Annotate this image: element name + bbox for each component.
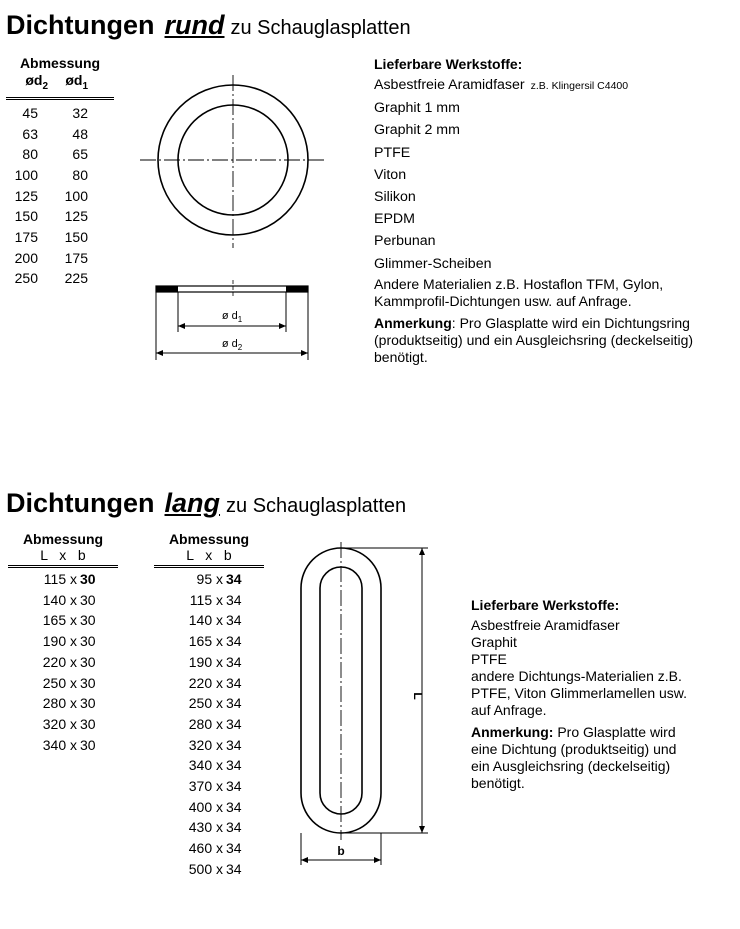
width-value: 34: [226, 819, 242, 836]
d1-value: 175: [64, 249, 88, 266]
diameter-d1-label: ø $d_1$: [221, 310, 243, 324]
table-row: [154, 817, 264, 838]
material-item: Silikon: [374, 189, 416, 206]
round-materials: [374, 54, 734, 366]
table-row: [6, 248, 114, 269]
table-row: [6, 124, 114, 145]
width-value: 30: [80, 571, 96, 587]
width-value: 30: [80, 591, 96, 608]
length-value: 500 x: [188, 860, 223, 877]
round-col-d1: $ød_1$: [65, 72, 88, 92]
table-row: [154, 569, 264, 590]
length-value: 370 x: [188, 778, 223, 795]
table-row: [154, 590, 264, 611]
length-value: 220 x: [188, 674, 223, 691]
length-value: 430 x: [188, 819, 223, 836]
round-cross-section: [156, 280, 308, 298]
width-value: 34: [226, 591, 242, 608]
table-row: [6, 103, 114, 124]
d2-value: 200: [14, 249, 38, 266]
table-row: [8, 714, 118, 735]
d2-value: 63: [22, 125, 38, 142]
table-row: [154, 693, 264, 714]
diameter-d2-label: ø $d_2$: [221, 338, 243, 352]
table-row: [154, 735, 264, 756]
length-L-label: L: [411, 692, 425, 700]
round-note: Anmerkung: Pro Glasplatte wird ein Dichtungsring (produktseitig) und ein Ausgleichsring (deckelseitig) benötigt.: [374, 314, 694, 365]
d1-value: 80: [72, 166, 88, 183]
long-note: Anmerkung: Pro Glasplatte wird eine Dichtung (produktseitig) und ein Ausgleichsring (deckelseitig) benötigt.: [471, 724, 677, 791]
table-row: [8, 631, 118, 652]
length-value: 95 x: [196, 571, 223, 587]
material-item: auf Anfrage.: [471, 702, 547, 718]
material-item: PTFE: [374, 144, 411, 161]
length-value: 220 x: [42, 653, 77, 670]
length-value: 460 x: [188, 840, 223, 857]
round-dim-header: Abmessung: [19, 55, 101, 71]
material-item: EPDM: [374, 211, 415, 228]
round-rows: [6, 103, 114, 289]
material-item: Graphit 2 mm: [374, 122, 460, 139]
material-item: PTFE, Viton Glimmerlamellen usw.: [471, 685, 688, 701]
material-item: Glimmer-Scheiben: [374, 255, 492, 272]
length-value: 280 x: [42, 695, 77, 712]
long-materials-title: Lieferbare Werkstoffe:: [471, 597, 620, 613]
width-value: 34: [226, 840, 242, 857]
material-item: Asbestfreie Aramidfaser: [471, 617, 620, 633]
length-value: 340 x: [188, 757, 223, 774]
length-value: 165 x: [42, 612, 77, 629]
d1-value: 125: [64, 208, 88, 225]
table-row: [8, 735, 118, 756]
length-value: 320 x: [188, 736, 223, 753]
long-dimension-table-1: Abmessung L x b 115 x 30 140 x 30 165 x 30 190 x 30 220 x 30 250 x 30 280 x 30 320 x 30 340 x 30: [8, 531, 118, 755]
width-value: 34: [226, 736, 242, 753]
d2-value: 100: [14, 166, 38, 183]
table-row: [154, 797, 264, 818]
d2-value: 80: [22, 146, 38, 163]
width-value: 30: [80, 633, 96, 650]
d2-value: 125: [14, 187, 38, 204]
material-item: PTFE: [471, 651, 507, 667]
width-value: 34: [226, 695, 242, 712]
width-value: 30: [80, 674, 96, 691]
table-row: [8, 673, 118, 694]
width-value: 30: [80, 612, 96, 629]
table-row: [8, 590, 118, 611]
d2-value: 175: [14, 229, 38, 246]
d1-value: 225: [64, 270, 88, 287]
d2-value: 45: [22, 104, 38, 121]
width-value: 34: [226, 571, 242, 587]
long-materials-list: [471, 617, 736, 719]
table-row: [6, 206, 114, 227]
width-value: 34: [226, 612, 242, 629]
round-col-d2: $ød_2$: [25, 72, 48, 92]
length-value: 340 x: [42, 736, 77, 753]
length-value: 115 x: [43, 571, 77, 587]
d1-value: 100: [64, 187, 88, 204]
width-value: 30: [80, 715, 96, 732]
round-gasket-diagram: [128, 70, 328, 370]
length-value: 280 x: [188, 715, 223, 732]
material-item: Graphit 1 mm: [374, 100, 460, 117]
d1-value: 65: [72, 146, 88, 163]
d1-value: 150: [64, 229, 88, 246]
length-value: 140 x: [42, 591, 77, 608]
width-value: 30: [80, 695, 96, 712]
table-row: [154, 859, 264, 880]
round-header-rule: [6, 97, 114, 100]
table-row: [6, 227, 114, 248]
length-value: 140 x: [188, 612, 223, 629]
length-value: 320 x: [42, 715, 77, 732]
width-value: 30: [80, 653, 96, 670]
length-value: 400 x: [188, 798, 223, 815]
width-value: 34: [226, 715, 242, 732]
d2-value: 150: [14, 208, 38, 225]
length-value: 190 x: [188, 653, 223, 670]
width-value: 34: [226, 798, 242, 815]
long-rows-2: [154, 569, 264, 880]
long-dimension-table-2: Abmessung L x b 95 x 34 115 x 34 140 x 34 165 x 34 190 x 34 220 x 34 250 x 34 280 x 34 320 x 34 340 x 34 370 x 34 400 x 34 430 x 34 460 x 34 500 x 34: [154, 531, 264, 880]
length-value: 115 x: [189, 591, 223, 608]
length-value: 250 x: [188, 695, 223, 712]
d2-value: 250: [14, 270, 38, 287]
width-value: 34: [226, 757, 242, 774]
round-materials-list: [374, 74, 734, 275]
table-row: [6, 165, 114, 186]
width-value: 34: [226, 778, 242, 795]
length-value: 165 x: [188, 633, 223, 650]
length-value: 250 x: [42, 674, 77, 691]
table-row: [6, 268, 114, 289]
table-row: [6, 186, 114, 207]
table-row: [8, 652, 118, 673]
material-item: andere Dichtungs-Materialien z.B.: [471, 668, 682, 684]
table-row: [154, 838, 264, 859]
table-row: [154, 631, 264, 652]
round-title: Dichtungen rund zu Schauglasplatten: [6, 10, 411, 40]
width-value: 34: [226, 653, 242, 670]
long-title: Dichtungen lang zu Schauglasplatten: [6, 488, 407, 518]
round-dimension-table: [6, 55, 114, 289]
round-other-materials: Andere Materialien z.B. Hostaflon TFM, Gylon, Kammprofil-Dichtungen usw. auf Anfrage.: [374, 275, 664, 309]
table-row: [154, 714, 264, 735]
round-col-headers: [6, 72, 114, 95]
material-item: Graphit: [471, 634, 517, 650]
width-value: 30: [80, 736, 96, 753]
d1-value: 48: [72, 125, 88, 142]
table-row: [8, 569, 118, 590]
table-row: [154, 610, 264, 631]
d1-value: 32: [72, 104, 88, 121]
material-item: Viton: [374, 166, 407, 183]
width-value: 34: [226, 860, 242, 877]
table-row: [8, 693, 118, 714]
long-rows-1: [8, 569, 118, 755]
table-row: [8, 610, 118, 631]
width-b-label: b: [337, 844, 345, 858]
material-item: Perbunan: [374, 233, 436, 250]
length-value: 190 x: [42, 633, 77, 650]
material-item: Asbestfreie Aramidfaser z.B. Klingersil C4400: [374, 77, 629, 93]
width-value: 34: [226, 633, 242, 650]
width-value: 34: [226, 674, 242, 691]
round-materials-title: Lieferbare Werkstoffe:: [374, 56, 523, 72]
long-materials: [471, 596, 736, 792]
table-row: [154, 652, 264, 673]
table-row: [154, 673, 264, 694]
table-row: [154, 776, 264, 797]
long-gasket-diagram: [290, 538, 450, 873]
table-row: [154, 755, 264, 776]
table-row: [6, 144, 114, 165]
